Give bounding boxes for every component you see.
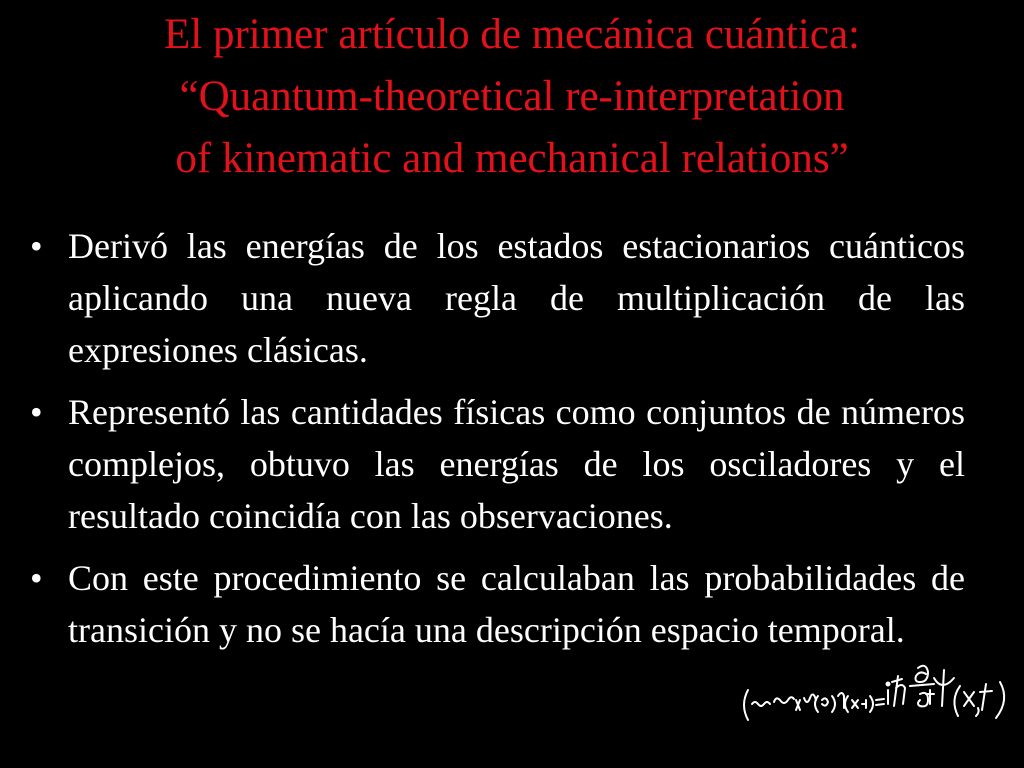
bullet-marker: • xyxy=(30,226,43,266)
bullet-text: Derivó las energías de los estados estacionarios cuánticos aplicando una nueva regla de multiplicación de las expresiones clásicas. xyxy=(68,226,965,370)
title-line-1: El primer artículo de mecánica cuántica: xyxy=(164,11,860,58)
bullet-item-1 xyxy=(30,220,965,376)
bullet-list xyxy=(30,220,965,666)
handwritten-equation-drawing xyxy=(738,660,1018,730)
bullet-text: Representó las cantidades físicas como conjuntos de números complejos, obtuvo las energías de los osciladores y el resultado coincidía con las observaciones. xyxy=(68,392,965,536)
title-line-3: of kinematic and mechanical relations” xyxy=(175,135,849,182)
bullet-marker: • xyxy=(30,558,43,598)
bullet-item-3 xyxy=(30,552,965,656)
bullet-marker: • xyxy=(30,392,43,432)
bullet-text: Con este procedimiento se calculaban las probabilidades de transición y no se hacía una descripción espacio temporal. xyxy=(68,558,965,650)
slide-title xyxy=(40,4,984,190)
title-line-2: “Quantum-theoretical re-interpretation xyxy=(179,73,845,120)
bullet-item-2 xyxy=(30,386,965,542)
